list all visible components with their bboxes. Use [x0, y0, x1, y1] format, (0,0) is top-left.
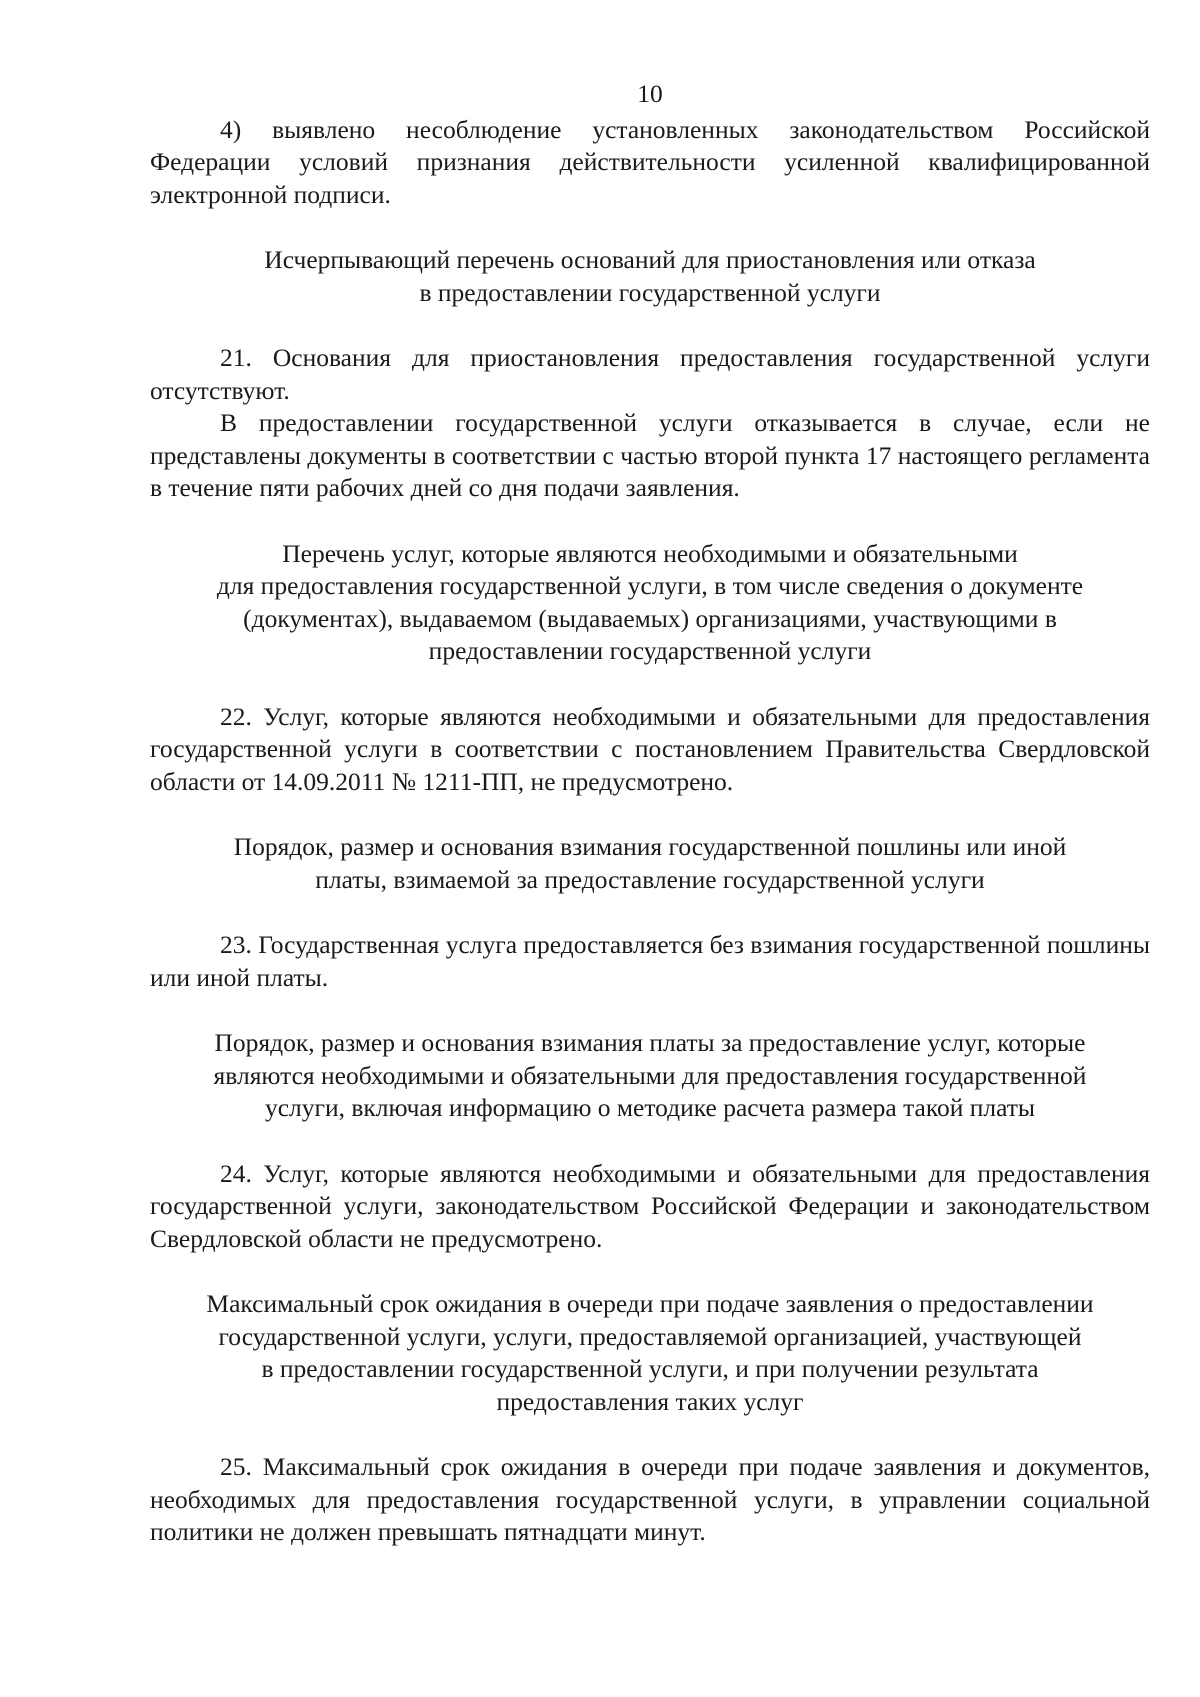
- heading-line: Порядок, размер и основания взимания платы за предоставление услуг, которые: [214, 1028, 1086, 1057]
- paragraph-23: 23. Государственная услуга предоставляется без взимания государственной пошлины или иной платы.: [150, 930, 1151, 992]
- heading-grounds-refusal: [150, 244, 1150, 309]
- heading-line: (документах), выдаваемом (выдаваемых) организациями, участвующими в: [243, 603, 1057, 633]
- heading-line: Перечень услуг, которые являются необходимыми и обязательными: [282, 538, 1018, 568]
- heading-line: платы, взимаемой за предоставление государственной услуги: [315, 864, 985, 894]
- heading-line: предоставлении государственной услуги: [428, 636, 872, 665]
- heading-line: услуги, включая информацию о методике расчета размера такой платы: [264, 1093, 1036, 1122]
- paragraph-21-refusal: В предоставлении государственной услуги отказывается в случае, если не представлены документы в соответствии с частью второй пункта 17 настоящего регламента в течение пяти рабочих дней со дня подачи заявления.: [150, 408, 1150, 502]
- paragraph-21: 21. Основания для приостановления предоставления государственной услуги отсутствуют.: [150, 343, 1150, 405]
- heading-fee-for-required-services: [150, 1027, 1150, 1125]
- heading-line: Порядок, размер и основания взимания государственной пошлины или иной: [233, 832, 1067, 861]
- paragraph-24: 24. Услуг, которые являются необходимыми и обязательными для предоставления государственной услуги, законодательством Российской Федерации и законодательством Свердловской области не предусмотрено.: [150, 1158, 1150, 1253]
- page-number: 10: [637, 79, 663, 108]
- heading-required-services: [150, 538, 1150, 668]
- heading-line: являются необходимыми и обязательными для предоставления государственной: [213, 1060, 1087, 1090]
- heading-line: Максимальный срок ожидания в очереди при подаче заявления о предоставлении: [206, 1289, 1094, 1318]
- heading-line: государственной услуги, услуги, предоставляемой организацией, участвующей: [218, 1321, 1082, 1351]
- heading-line: для предоставления государственной услуги, в том числе сведения о документе: [216, 571, 1084, 600]
- paragraph-25: 25. Максимальный срок ожидания в очереди при подаче заявления и документов, необходимых для предоставления государственной услуги, в управлении социальной политики не должен превышать пятнадцати минут.: [150, 1452, 1150, 1546]
- heading-line: в предоставлении государственной услуги: [419, 277, 881, 307]
- paragraph-22: 22. Услуг, которые являются необходимыми и обязательными для предоставления государственной услуги в соответствии с постановлением Правительства Свердловской области от 14.09.2011 № 1211-ПП, не предусмотрено.: [150, 701, 1150, 796]
- document-page: [150, 78, 1150, 1549]
- heading-line: предоставления таких услуг: [496, 1386, 804, 1416]
- heading-line: Исчерпывающий перечень оснований для приостановления или отказа: [264, 245, 1036, 274]
- heading-max-waiting-time: [150, 1288, 1150, 1418]
- paragraph-item-4: 4) выявлено несоблюдение установленных законодательством Российской Федерации условий признания действительности усиленной квалифицированной электронной подписи.: [150, 114, 1150, 209]
- heading-line: в предоставлении государственной услуги, и при получении результата: [261, 1354, 1039, 1383]
- heading-state-fee: [150, 831, 1150, 896]
